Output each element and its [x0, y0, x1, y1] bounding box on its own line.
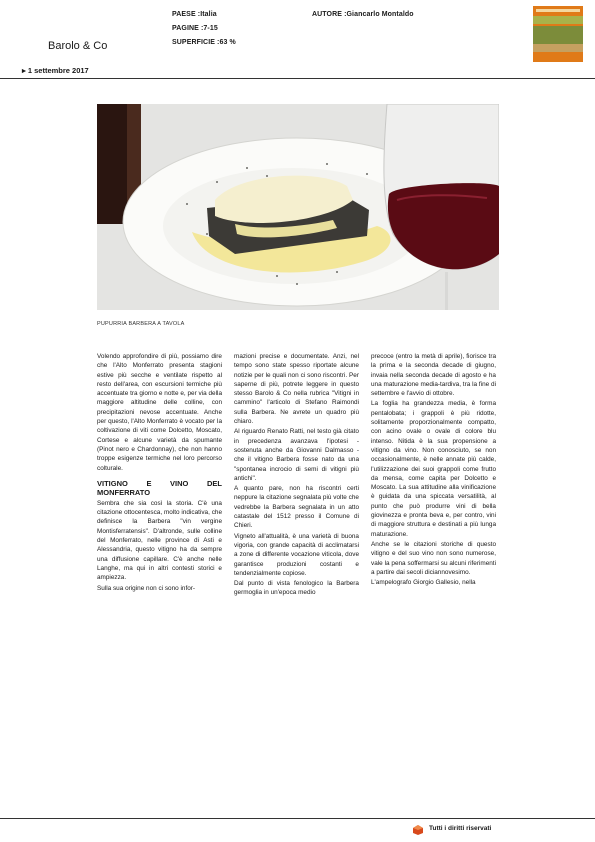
- publication-name: Barolo & Co: [48, 40, 108, 52]
- superficie-value: 63 %: [219, 39, 236, 46]
- paragraph: precoce (entro la metà di aprile), fiorisce tra la prima e la seconda decade di giugno, invaia nella seconda decade di agosto e ha una maturazione media-tardiva, tra la fine di settembre e l'avvio di ottobre.: [371, 353, 496, 398]
- paragraph: Sembra che sia così la storia. C'è una citazione ottocentesca, molto indicativa, che definisce la Barbera "vin vergine Montisferratensis". D'altronde, sulle colline del Monferrato, nelle province di Asti e Alessandria, questo vitigno ha da sempre una diffusione capillare. C'è anche nelle Langhe, ma qui in altri contesti storici e ampiezza.: [97, 499, 222, 582]
- article-column-2: [234, 352, 359, 599]
- paragraph: Volendo approfondire di più, possiamo dire che l'Alto Monferrato presenta stagioni estive più secche e ventilate rispetto al resto dell'area, con escursioni termiche più accentuate tra giorno e notte e, per via della maggiore altitudine delle colline, con precipitazioni nevose accentuate. Anche per questo, l'Alto Monferrato è vocato per la coltivazione di viti come Dolcetto, Moscato, Cortese e alcune varietà da spumante (Pinot nero e Chardonnay), che non hanno troppe esigenze termiche nel loro percorso colturale.: [97, 353, 222, 472]
- article-column-3: [371, 352, 496, 588]
- article-photo: [97, 104, 499, 310]
- header-superficie: [172, 39, 236, 46]
- magazine-cover-thumbnail: [533, 6, 583, 62]
- paese-label: PAESE :: [172, 11, 201, 18]
- date-arrow-icon: ▸: [22, 66, 28, 75]
- header-divider: [0, 78, 595, 79]
- paragraph: Vigneto all'attualità, è una varietà di buona vigoria, con grande capacità di acclimatarsi a zone di differente vocazione viticola, dove garantisce produzioni costanti e tendenzialmente copiose.: [234, 532, 359, 577]
- photo-illustration: [97, 104, 499, 310]
- header-autore: [312, 11, 414, 18]
- paragraph: Sulla sua origine non ci sono infor-: [97, 584, 196, 592]
- footer-rights: Tutti i diritti riservati: [429, 825, 492, 832]
- publication-date: [22, 66, 89, 75]
- autore-label: AUTORE :: [312, 11, 347, 18]
- paese-value: Italia: [200, 11, 217, 18]
- header-paese: [172, 11, 217, 18]
- paragraph: Al riguardo Renato Ratti, nel testo già citato in precedenza avanzava l'ipotesi - sostenuta anche da Giovanni Dalmasso - che il vitigno Barbera fosse nato da una "spontanea incrocio di semi di vitigni più antichi".: [234, 428, 359, 482]
- paragraph: Anche se le citazioni storiche di questo vitigno e del suo vino non sono numerose, vale la pena soffermarsi su alcuni riferimenti a partire dai secoli diciannovesimo.: [371, 540, 496, 576]
- pagine-label: PAGINE :: [172, 25, 204, 32]
- press-agency-logo-icon: [413, 825, 423, 835]
- pagine-value: 7-15: [203, 25, 218, 32]
- autore-value: Giancarlo Montaldo: [346, 11, 414, 18]
- article-column-1: [97, 352, 222, 594]
- paragraph: mazioni precise e documentate. Anzi, nel tempo sono state spesso riportate alcune notizie per le quali non ci sono riscontri. Per saperne di più, potrete leggere in questo stesso Barolo & Co nella rubrica "Vitigni in cammino" l'articolo di Stefano Raimondi sulla Barbera. Ne avrete un quadro più chiaro.: [234, 353, 359, 426]
- paragraph: A quanto pare, non ha riscontri certi neppure la citazione segnalata più volte che vedrebbe la Barbera segnalata in un atto catastale del 1512 presso il Comune di Chieri.: [234, 485, 359, 530]
- footer-divider: [0, 818, 595, 819]
- paragraph: L'ampelografo Giorgio Gallesio, nella: [371, 579, 476, 587]
- date-text: 1 settembre 2017: [27, 66, 89, 75]
- paragraph: Dal punto di vista fenologico la Barbera germoglia in un'epoca medio: [234, 580, 359, 597]
- section-heading: VITIGNO E VINO DEL MONFERRATO: [97, 478, 222, 497]
- photo-caption: PUPURRIA BARBERA A TAVOLA: [97, 321, 185, 327]
- paragraph: La foglia ha grandezza media, è forma pentalobata; i grappoli è più ridotte, solitamente proporzionalmente compatto, con acino ovale o ovale di colore blu intenso. Nitida è la sua propensione a vitigno da vino. Non conosciuto, se non occasionalmente, è nelle annate più calde, l'utilizzazione dei suoi grappoli come frutto da mensa, come capita per Dolcetto e Moscato. La sua attitudine alla vinificazione è guidata da una spiccata versatilità, al punto che può produrre vini di bella giovinezza e pronta beva e, per contro, vini di maggiore struttura e destinati a più lunga maturazione.: [371, 400, 496, 538]
- superficie-label: SUPERFICIE :: [172, 39, 220, 46]
- header-pagine: [172, 25, 218, 32]
